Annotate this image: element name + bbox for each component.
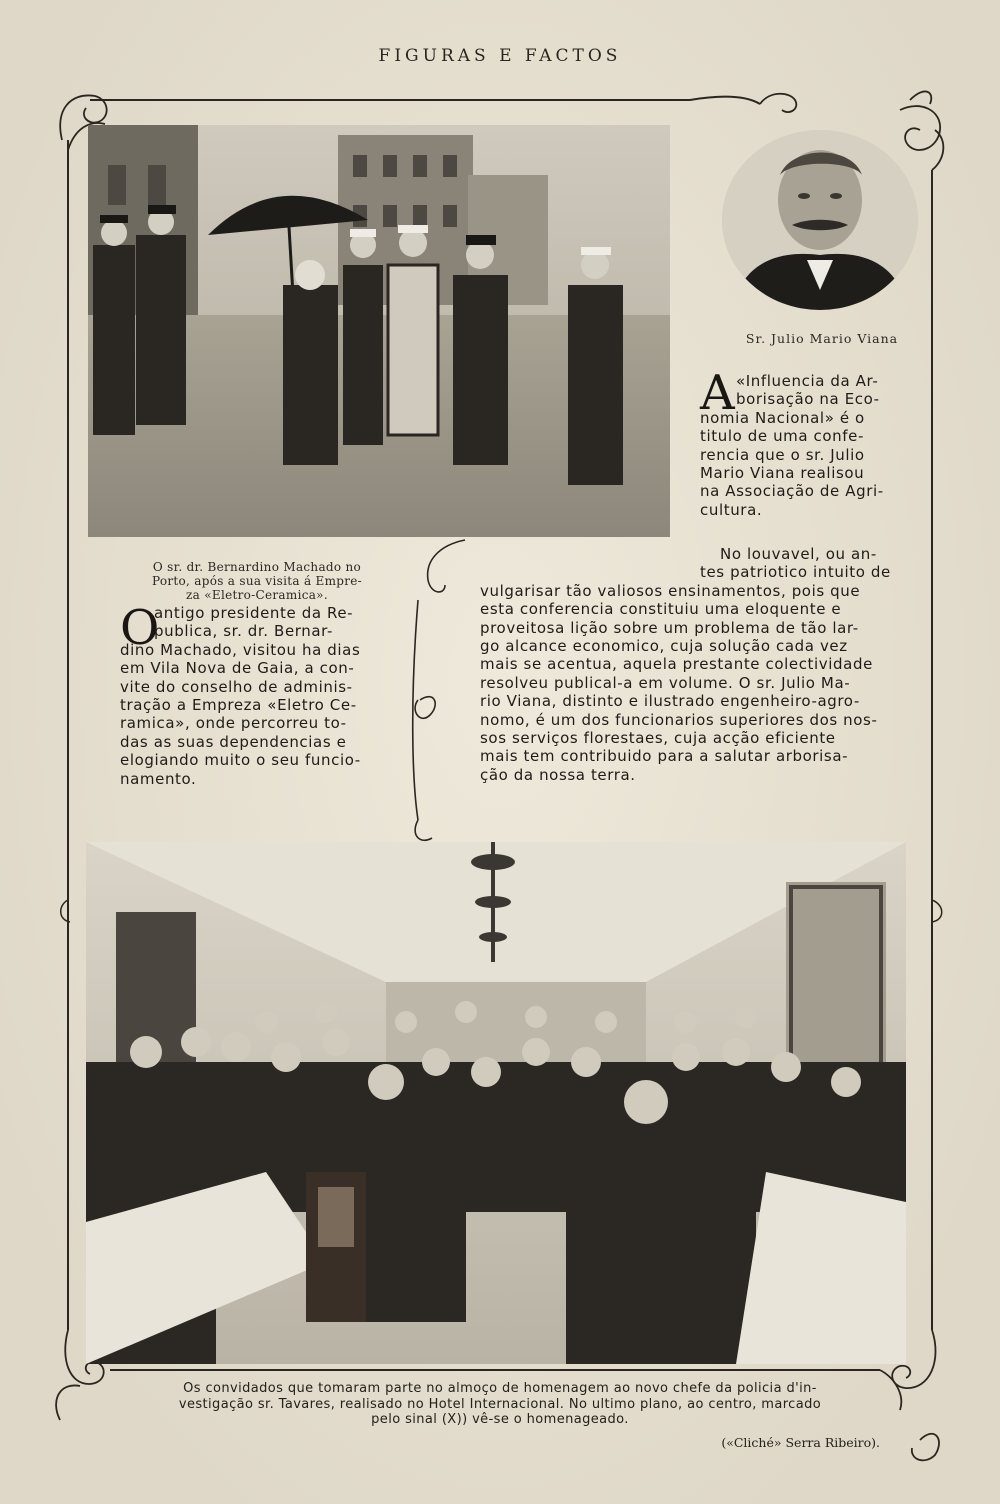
- text-line: go alcance economico, cuja solução cada vez: [480, 637, 848, 656]
- photo-banquet-caption: [120, 1381, 880, 1428]
- text-line: na Associação de Agri-: [700, 482, 884, 501]
- caption-line: za «Eletro-Ceramica».: [186, 588, 328, 602]
- portrait-caption: Sr. Julio Mario Viana: [745, 331, 899, 346]
- text-line: borisação na Eco-: [736, 390, 880, 409]
- text-line: No louvavel, ou an-: [720, 545, 877, 563]
- text-line: «Influencia da Ar-: [736, 372, 879, 390]
- text-line: mais se acentua, aquela prestante colectividade: [480, 655, 873, 674]
- caption-line: pelo sinal (X)) vê-se o homenageado.: [371, 1412, 629, 1427]
- text-line: antigo presidente da Re-: [154, 604, 354, 622]
- drop-cap-a: A: [700, 365, 735, 421]
- article-left-body: [120, 600, 408, 788]
- text-line: nomo, é um dos funcionarios superiores dos nos-: [480, 710, 878, 729]
- text-line: tração a Empreza «Eletro Ce-: [120, 696, 357, 715]
- text-line: namento.: [120, 769, 197, 788]
- text-line: tes patriotico intuito de: [700, 563, 891, 582]
- photo-credit: («Cliché» Serra Ribeiro).: [721, 1435, 880, 1450]
- text-line: das as suas dependencias e: [120, 732, 347, 751]
- caption-line: vestigação sr. Tavares, realisado no Hotel Internacional. No ultimo plano, ao centro, marcado: [178, 1396, 822, 1412]
- caption-line: Porto, após a sua visita á Empre-: [151, 574, 363, 588]
- text-line: mais tem contribuido para a salutar arborisa-: [480, 747, 849, 766]
- caption-line: Os convidados que tomaram parte no almoço de homenagem ao novo chefe da policia d'in-: [183, 1381, 817, 1396]
- portrait-illustration: [722, 130, 918, 310]
- text-line: rencia que o sr. Julio: [700, 445, 865, 464]
- text-line: Mario Viana realisou: [700, 464, 865, 483]
- text-line: vulgarisar tão valiosos ensinamentos, pois que: [480, 581, 861, 600]
- page-title: FIGURAS E FACTOS: [378, 46, 622, 66]
- drop-cap-o: O: [120, 600, 160, 656]
- caption-line: O sr. dr. Bernardino Machado no: [152, 560, 362, 574]
- text-line: nomia Nacional» é o: [700, 408, 865, 427]
- article-right-intro: [700, 365, 905, 519]
- photo-street-caption: [104, 560, 410, 602]
- text-line: cultura.: [700, 500, 763, 519]
- text-line: resolveu publical-a em volume. O sr. Julio Ma-: [480, 673, 851, 692]
- text-line: esta conferencia constituiu uma eloquente e: [480, 600, 842, 619]
- text-line: titulo de uma confe-: [700, 427, 864, 446]
- text-line: rio Viana, distinto e ilustrado engenheiro-agro-: [480, 692, 860, 711]
- banquet-scene-illustration: [86, 842, 906, 1364]
- street-scene-illustration: [88, 125, 670, 537]
- text-line: ramica», onde percorreu to-: [120, 714, 347, 733]
- text-line: em Vila Nova de Gaia, a con-: [120, 659, 355, 678]
- text-line: publica, sr. dr. Bernar-: [154, 622, 333, 641]
- photo-banquet: [86, 842, 906, 1364]
- text-line: dino Machado, visitou ha dias: [120, 640, 361, 659]
- article-right-body: [480, 545, 905, 784]
- text-line: proveitosa lição sobre um problema de tão lar-: [480, 618, 859, 637]
- text-line: ção da nossa terra.: [480, 765, 636, 784]
- text-line: vite do conselho de adminis-: [120, 677, 353, 696]
- text-line: sos serviços florestaes, cuja acção eficiente: [480, 729, 836, 748]
- text-line: elogiando muito o seu funcio-: [120, 751, 361, 770]
- portrait-julio-mario-viana: [722, 130, 918, 310]
- photo-street-visit: [88, 125, 670, 537]
